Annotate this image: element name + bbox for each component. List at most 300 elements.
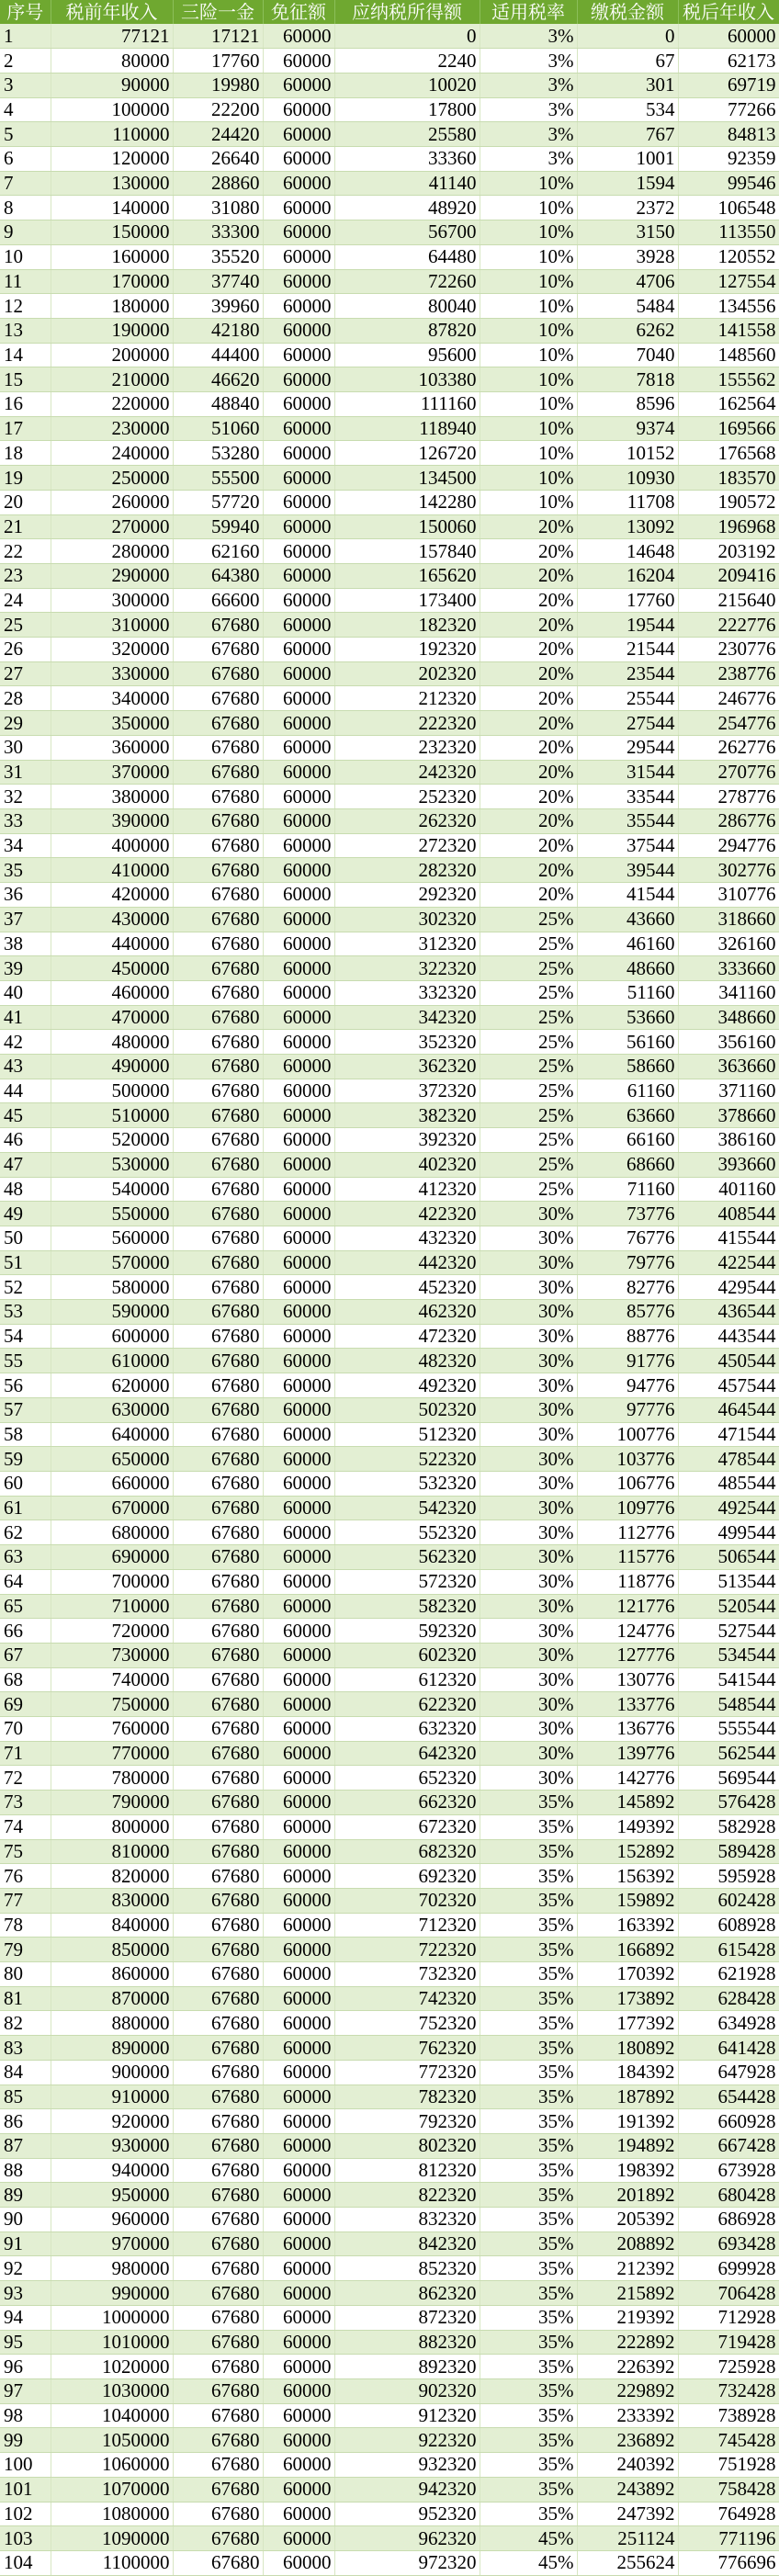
table-row xyxy=(0,1496,779,1520)
cell-tax-amount: 170392 xyxy=(577,1962,678,1987)
cell-taxable-income: 792320 xyxy=(334,2109,480,2134)
cell-exemption: 60000 xyxy=(263,1667,334,1692)
cell-index: 73 xyxy=(0,1791,51,1815)
cell-index: 15 xyxy=(0,367,51,392)
cell-taxable-income: 922320 xyxy=(334,2428,480,2453)
cell-aftertax-income: 660928 xyxy=(678,2109,779,2134)
cell-tax-amount: 219392 xyxy=(577,2305,678,2330)
cell-pretax-income: 350000 xyxy=(51,711,173,736)
cell-aftertax-income: 443544 xyxy=(678,1324,779,1349)
cell-pretax-income: 370000 xyxy=(51,760,173,785)
cell-exemption: 60000 xyxy=(263,2109,334,2134)
cell-tax-rate: 3% xyxy=(480,73,577,97)
cell-tax-amount: 33544 xyxy=(577,785,678,809)
cell-social-insurance: 67680 xyxy=(173,2526,263,2551)
cell-tax-rate: 35% xyxy=(480,2036,577,2061)
cell-tax-amount: 35544 xyxy=(577,809,678,834)
cell-exemption: 60000 xyxy=(263,2085,334,2109)
cell-tax-rate: 35% xyxy=(480,2133,577,2158)
cell-pretax-income: 90000 xyxy=(51,73,173,97)
cell-index: 69 xyxy=(0,1692,51,1717)
cell-pretax-income: 600000 xyxy=(51,1324,173,1349)
cell-index: 81 xyxy=(0,1986,51,2011)
cell-social-insurance: 51060 xyxy=(173,416,263,441)
cell-taxable-income: 782320 xyxy=(334,2085,480,2109)
cell-index: 38 xyxy=(0,932,51,956)
cell-tax-rate: 35% xyxy=(480,1864,577,1889)
cell-exemption: 60000 xyxy=(263,220,334,245)
cell-index: 77 xyxy=(0,1888,51,1913)
cell-tax-amount: 229892 xyxy=(577,2379,678,2404)
cell-exemption: 60000 xyxy=(263,1005,334,1030)
cell-social-insurance: 67680 xyxy=(173,1250,263,1275)
cell-social-insurance: 62160 xyxy=(173,539,263,564)
cell-social-insurance: 67680 xyxy=(173,2403,263,2428)
cell-index: 74 xyxy=(0,1814,51,1839)
cell-aftertax-income: 60000 xyxy=(678,24,779,49)
cell-tax-rate: 25% xyxy=(480,932,577,956)
cell-aftertax-income: 555544 xyxy=(678,1717,779,1742)
cell-exemption: 60000 xyxy=(263,2477,334,2502)
cell-exemption: 60000 xyxy=(263,97,334,122)
cell-tax-rate: 45% xyxy=(480,2526,577,2551)
cell-pretax-income: 340000 xyxy=(51,686,173,711)
cell-social-insurance: 67680 xyxy=(173,760,263,785)
cell-exemption: 60000 xyxy=(263,2281,334,2306)
cell-social-insurance: 67680 xyxy=(173,883,263,908)
table-row xyxy=(0,1349,779,1373)
cell-tax-amount: 208892 xyxy=(577,2231,678,2256)
cell-pretax-income: 510000 xyxy=(51,1103,173,1128)
table-row xyxy=(0,2208,779,2232)
cell-taxable-income: 173400 xyxy=(334,588,480,613)
cell-pretax-income: 160000 xyxy=(51,244,173,269)
cell-aftertax-income: 238776 xyxy=(678,661,779,686)
cell-social-insurance: 67680 xyxy=(173,2256,263,2281)
cell-aftertax-income: 621928 xyxy=(678,1962,779,1987)
cell-social-insurance: 67680 xyxy=(173,907,263,932)
cell-pretax-income: 410000 xyxy=(51,858,173,883)
cell-social-insurance: 55500 xyxy=(173,466,263,491)
table-row xyxy=(0,686,779,711)
cell-aftertax-income: 348660 xyxy=(678,1005,779,1030)
header-tax-amount: 缴税金额 xyxy=(577,0,678,24)
cell-aftertax-income: 576428 xyxy=(678,1791,779,1815)
cell-pretax-income: 740000 xyxy=(51,1667,173,1692)
cell-tax-rate: 35% xyxy=(480,1986,577,2011)
cell-index: 98 xyxy=(0,2403,51,2428)
cell-social-insurance: 67680 xyxy=(173,2109,263,2134)
cell-tax-amount: 156392 xyxy=(577,1864,678,1889)
cell-social-insurance: 67680 xyxy=(173,2133,263,2158)
cell-social-insurance: 67680 xyxy=(173,735,263,760)
table-row xyxy=(0,2355,779,2379)
cell-tax-rate: 35% xyxy=(480,1913,577,1938)
cell-tax-amount: 58660 xyxy=(577,1055,678,1079)
table-row xyxy=(0,2011,779,2036)
cell-tax-amount: 46160 xyxy=(577,932,678,956)
cell-aftertax-income: 641428 xyxy=(678,2036,779,2061)
cell-social-insurance: 67680 xyxy=(173,785,263,809)
table-row xyxy=(0,2502,779,2526)
cell-tax-amount: 118776 xyxy=(577,1569,678,1594)
cell-index: 79 xyxy=(0,1938,51,1962)
cell-exemption: 60000 xyxy=(263,392,334,417)
cell-tax-rate: 35% xyxy=(480,2330,577,2355)
table-row xyxy=(0,2526,779,2551)
cell-tax-rate: 25% xyxy=(480,1103,577,1128)
cell-tax-rate: 30% xyxy=(480,1520,577,1545)
table-row xyxy=(0,1079,779,1103)
cell-index: 45 xyxy=(0,1103,51,1128)
cell-tax-rate: 10% xyxy=(480,318,577,343)
cell-pretax-income: 650000 xyxy=(51,1447,173,1472)
cell-tax-amount: 85776 xyxy=(577,1300,678,1325)
cell-social-insurance: 67680 xyxy=(173,1030,263,1055)
table-row xyxy=(0,858,779,883)
cell-pretax-income: 270000 xyxy=(51,514,173,539)
cell-pretax-income: 790000 xyxy=(51,1791,173,1815)
cell-index: 39 xyxy=(0,956,51,981)
cell-exemption: 60000 xyxy=(263,441,334,466)
cell-index: 20 xyxy=(0,490,51,514)
cell-tax-amount: 71160 xyxy=(577,1177,678,1202)
cell-tax-amount: 247392 xyxy=(577,2502,678,2526)
cell-pretax-income: 900000 xyxy=(51,2060,173,2085)
cell-tax-amount: 11708 xyxy=(577,490,678,514)
table-row xyxy=(0,2428,779,2453)
table-row xyxy=(0,343,779,367)
cell-tax-rate: 35% xyxy=(480,2158,577,2183)
cell-index: 90 xyxy=(0,2208,51,2232)
cell-taxable-income: 652320 xyxy=(334,1766,480,1791)
table-row xyxy=(0,785,779,809)
cell-index: 10 xyxy=(0,244,51,269)
cell-pretax-income: 500000 xyxy=(51,1079,173,1103)
cell-taxable-income: 41140 xyxy=(334,171,480,196)
cell-index: 64 xyxy=(0,1569,51,1594)
cell-aftertax-income: 562544 xyxy=(678,1741,779,1766)
cell-exemption: 60000 xyxy=(263,661,334,686)
cell-tax-rate: 10% xyxy=(480,269,577,294)
cell-tax-rate: 35% xyxy=(480,1888,577,1913)
cell-pretax-income: 1050000 xyxy=(51,2428,173,2453)
cell-tax-amount: 7040 xyxy=(577,343,678,367)
cell-social-insurance: 67680 xyxy=(173,809,263,834)
table-row xyxy=(0,1520,779,1545)
cell-taxable-income: 392320 xyxy=(334,1128,480,1153)
cell-social-insurance: 67680 xyxy=(173,2060,263,2085)
table-row xyxy=(0,2330,779,2355)
table-row xyxy=(0,588,779,613)
cell-index: 8 xyxy=(0,196,51,220)
table-row xyxy=(0,367,779,392)
table-row xyxy=(0,49,779,73)
cell-tax-amount: 0 xyxy=(577,24,678,49)
cell-pretax-income: 780000 xyxy=(51,1766,173,1791)
cell-tax-amount: 14648 xyxy=(577,539,678,564)
cell-index: 51 xyxy=(0,1250,51,1275)
cell-tax-amount: 97776 xyxy=(577,1397,678,1422)
cell-taxable-income: 512320 xyxy=(334,1422,480,1447)
cell-exemption: 60000 xyxy=(263,1373,334,1398)
cell-index: 29 xyxy=(0,711,51,736)
cell-exemption: 60000 xyxy=(263,1594,334,1619)
cell-aftertax-income: 341160 xyxy=(678,980,779,1005)
cell-taxable-income: 362320 xyxy=(334,1055,480,1079)
cell-social-insurance: 66600 xyxy=(173,588,263,613)
cell-tax-amount: 159892 xyxy=(577,1888,678,1913)
cell-exemption: 60000 xyxy=(263,49,334,73)
cell-index: 99 xyxy=(0,2428,51,2453)
cell-tax-amount: 201892 xyxy=(577,2183,678,2208)
table-row xyxy=(0,2183,779,2208)
table-row xyxy=(0,1741,779,1766)
cell-exemption: 60000 xyxy=(263,514,334,539)
table-row xyxy=(0,1055,779,1079)
cell-aftertax-income: 608928 xyxy=(678,1913,779,1938)
cell-taxable-income: 2240 xyxy=(334,49,480,73)
cell-exemption: 60000 xyxy=(263,760,334,785)
cell-social-insurance: 67680 xyxy=(173,1349,263,1373)
cell-social-insurance: 22200 xyxy=(173,97,263,122)
cell-aftertax-income: 363660 xyxy=(678,1055,779,1079)
cell-aftertax-income: 693428 xyxy=(678,2231,779,2256)
cell-tax-rate: 30% xyxy=(480,1692,577,1717)
cell-taxable-income: 212320 xyxy=(334,686,480,711)
cell-index: 92 xyxy=(0,2256,51,2281)
cell-exemption: 60000 xyxy=(263,1717,334,1742)
cell-aftertax-income: 776696 xyxy=(678,2550,779,2575)
table-row xyxy=(0,1275,779,1300)
cell-exemption: 60000 xyxy=(263,785,334,809)
cell-tax-rate: 35% xyxy=(480,1962,577,1987)
cell-tax-amount: 187892 xyxy=(577,2085,678,2109)
cell-pretax-income: 720000 xyxy=(51,1619,173,1644)
table-row xyxy=(0,1717,779,1742)
cell-aftertax-income: 113550 xyxy=(678,220,779,245)
cell-tax-rate: 10% xyxy=(480,294,577,319)
cell-exemption: 60000 xyxy=(263,1177,334,1202)
cell-exemption: 60000 xyxy=(263,1300,334,1325)
cell-social-insurance: 67680 xyxy=(173,1569,263,1594)
cell-taxable-income: 702320 xyxy=(334,1888,480,1913)
table-header xyxy=(0,0,779,24)
cell-social-insurance: 37740 xyxy=(173,269,263,294)
cell-social-insurance: 67680 xyxy=(173,1152,263,1177)
cell-aftertax-income: 155562 xyxy=(678,367,779,392)
cell-index: 44 xyxy=(0,1079,51,1103)
cell-tax-amount: 48660 xyxy=(577,956,678,981)
cell-taxable-income: 382320 xyxy=(334,1103,480,1128)
cell-pretax-income: 170000 xyxy=(51,269,173,294)
cell-tax-rate: 35% xyxy=(480,1938,577,1962)
cell-aftertax-income: 69719 xyxy=(678,73,779,97)
cell-tax-amount: 94776 xyxy=(577,1373,678,1398)
table-row xyxy=(0,809,779,834)
cell-tax-amount: 31544 xyxy=(577,760,678,785)
cell-tax-rate: 35% xyxy=(480,2281,577,2306)
header-index: 序号 xyxy=(0,0,51,24)
cell-index: 23 xyxy=(0,563,51,588)
cell-taxable-income: 64480 xyxy=(334,244,480,269)
table-row xyxy=(0,196,779,220)
cell-pretax-income: 150000 xyxy=(51,220,173,245)
cell-social-insurance: 67680 xyxy=(173,2428,263,2453)
cell-pretax-income: 1080000 xyxy=(51,2502,173,2526)
cell-pretax-income: 420000 xyxy=(51,883,173,908)
cell-index: 59 xyxy=(0,1447,51,1472)
cell-tax-rate: 30% xyxy=(480,1373,577,1398)
cell-social-insurance: 67680 xyxy=(173,2305,263,2330)
cell-index: 88 xyxy=(0,2158,51,2183)
cell-exemption: 60000 xyxy=(263,2403,334,2428)
cell-social-insurance: 67680 xyxy=(173,1814,263,1839)
cell-tax-amount: 124776 xyxy=(577,1619,678,1644)
table-row xyxy=(0,2453,779,2478)
cell-exemption: 60000 xyxy=(263,1250,334,1275)
cell-aftertax-income: 732428 xyxy=(678,2379,779,2404)
cell-index: 11 xyxy=(0,269,51,294)
cell-social-insurance: 67680 xyxy=(173,1667,263,1692)
table-row xyxy=(0,1692,779,1717)
cell-taxable-income: 202320 xyxy=(334,661,480,686)
cell-pretax-income: 180000 xyxy=(51,294,173,319)
cell-exemption: 60000 xyxy=(263,2158,334,2183)
cell-taxable-income: 182320 xyxy=(334,613,480,638)
cell-pretax-income: 1000000 xyxy=(51,2305,173,2330)
cell-pretax-income: 360000 xyxy=(51,735,173,760)
cell-taxable-income: 222320 xyxy=(334,711,480,736)
cell-pretax-income: 880000 xyxy=(51,2011,173,2036)
cell-index: 87 xyxy=(0,2133,51,2158)
cell-index: 35 xyxy=(0,858,51,883)
cell-exemption: 60000 xyxy=(263,2453,334,2478)
cell-tax-amount: 198392 xyxy=(577,2158,678,2183)
cell-aftertax-income: 595928 xyxy=(678,1864,779,1889)
cell-tax-amount: 27544 xyxy=(577,711,678,736)
cell-aftertax-income: 471544 xyxy=(678,1422,779,1447)
cell-aftertax-income: 520544 xyxy=(678,1594,779,1619)
cell-exemption: 60000 xyxy=(263,1349,334,1373)
cell-exemption: 60000 xyxy=(263,1202,334,1226)
cell-aftertax-income: 246776 xyxy=(678,686,779,711)
cell-exemption: 60000 xyxy=(263,1103,334,1128)
cell-pretax-income: 400000 xyxy=(51,833,173,858)
cell-aftertax-income: 725928 xyxy=(678,2355,779,2379)
cell-social-insurance: 67680 xyxy=(173,932,263,956)
cell-tax-amount: 82776 xyxy=(577,1275,678,1300)
cell-social-insurance: 67680 xyxy=(173,1717,263,1742)
cell-index: 58 xyxy=(0,1422,51,1447)
cell-taxable-income: 103380 xyxy=(334,367,480,392)
cell-aftertax-income: 84813 xyxy=(678,122,779,147)
cell-tax-rate: 35% xyxy=(480,2355,577,2379)
cell-tax-amount: 534 xyxy=(577,97,678,122)
cell-taxable-income: 232320 xyxy=(334,735,480,760)
cell-tax-rate: 30% xyxy=(480,1667,577,1692)
cell-pretax-income: 210000 xyxy=(51,367,173,392)
cell-tax-amount: 173892 xyxy=(577,1986,678,2011)
cell-tax-amount: 240392 xyxy=(577,2453,678,2478)
cell-social-insurance: 67680 xyxy=(173,1079,263,1103)
cell-index: 22 xyxy=(0,539,51,564)
cell-tax-rate: 30% xyxy=(480,1275,577,1300)
cell-aftertax-income: 356160 xyxy=(678,1030,779,1055)
cell-tax-amount: 166892 xyxy=(577,1938,678,1962)
cell-exemption: 60000 xyxy=(263,2208,334,2232)
cell-aftertax-income: 162564 xyxy=(678,392,779,417)
table-row xyxy=(0,147,779,172)
cell-taxable-income: 762320 xyxy=(334,2036,480,2061)
cell-exemption: 60000 xyxy=(263,1397,334,1422)
cell-index: 42 xyxy=(0,1030,51,1055)
cell-aftertax-income: 771196 xyxy=(678,2526,779,2551)
cell-tax-rate: 30% xyxy=(480,1545,577,1570)
cell-exemption: 60000 xyxy=(263,956,334,981)
cell-social-insurance: 67680 xyxy=(173,1300,263,1325)
cell-aftertax-income: 386160 xyxy=(678,1128,779,1153)
cell-tax-amount: 215892 xyxy=(577,2281,678,2306)
cell-social-insurance: 42180 xyxy=(173,318,263,343)
cell-pretax-income: 990000 xyxy=(51,2281,173,2306)
cell-index: 9 xyxy=(0,220,51,245)
table-row xyxy=(0,490,779,514)
cell-pretax-income: 1040000 xyxy=(51,2403,173,2428)
cell-social-insurance: 67680 xyxy=(173,1594,263,1619)
cell-taxable-income: 282320 xyxy=(334,858,480,883)
cell-aftertax-income: 230776 xyxy=(678,638,779,662)
cell-social-insurance: 17760 xyxy=(173,49,263,73)
cell-exemption: 60000 xyxy=(263,122,334,147)
cell-tax-rate: 10% xyxy=(480,367,577,392)
header-exemption: 免征额 xyxy=(263,0,334,24)
cell-social-insurance: 67680 xyxy=(173,2281,263,2306)
cell-taxable-income: 532320 xyxy=(334,1471,480,1496)
cell-aftertax-income: 457544 xyxy=(678,1373,779,1398)
table-row xyxy=(0,907,779,932)
cell-social-insurance: 67680 xyxy=(173,686,263,711)
cell-pretax-income: 660000 xyxy=(51,1471,173,1496)
cell-tax-amount: 9374 xyxy=(577,416,678,441)
cell-social-insurance: 67680 xyxy=(173,1447,263,1472)
cell-aftertax-income: 278776 xyxy=(678,785,779,809)
cell-exemption: 60000 xyxy=(263,2305,334,2330)
cell-pretax-income: 450000 xyxy=(51,956,173,981)
table-row xyxy=(0,539,779,564)
cell-index: 103 xyxy=(0,2526,51,2551)
cell-tax-rate: 10% xyxy=(480,343,577,367)
cell-exemption: 60000 xyxy=(263,711,334,736)
cell-exemption: 60000 xyxy=(263,1055,334,1079)
cell-taxable-income: 95600 xyxy=(334,343,480,367)
cell-tax-amount: 68660 xyxy=(577,1152,678,1177)
table-row xyxy=(0,735,779,760)
cell-tax-rate: 25% xyxy=(480,1128,577,1153)
cell-tax-amount: 163392 xyxy=(577,1913,678,1938)
cell-tax-amount: 139776 xyxy=(577,1741,678,1766)
cell-aftertax-income: 378660 xyxy=(678,1103,779,1128)
cell-tax-amount: 2372 xyxy=(577,196,678,220)
cell-social-insurance: 57720 xyxy=(173,490,263,514)
cell-index: 95 xyxy=(0,2330,51,2355)
cell-taxable-income: 0 xyxy=(334,24,480,49)
cell-aftertax-income: 262776 xyxy=(678,735,779,760)
cell-tax-amount: 1001 xyxy=(577,147,678,172)
cell-aftertax-income: 492544 xyxy=(678,1496,779,1520)
cell-social-insurance: 67680 xyxy=(173,1005,263,1030)
cell-exemption: 60000 xyxy=(263,883,334,908)
